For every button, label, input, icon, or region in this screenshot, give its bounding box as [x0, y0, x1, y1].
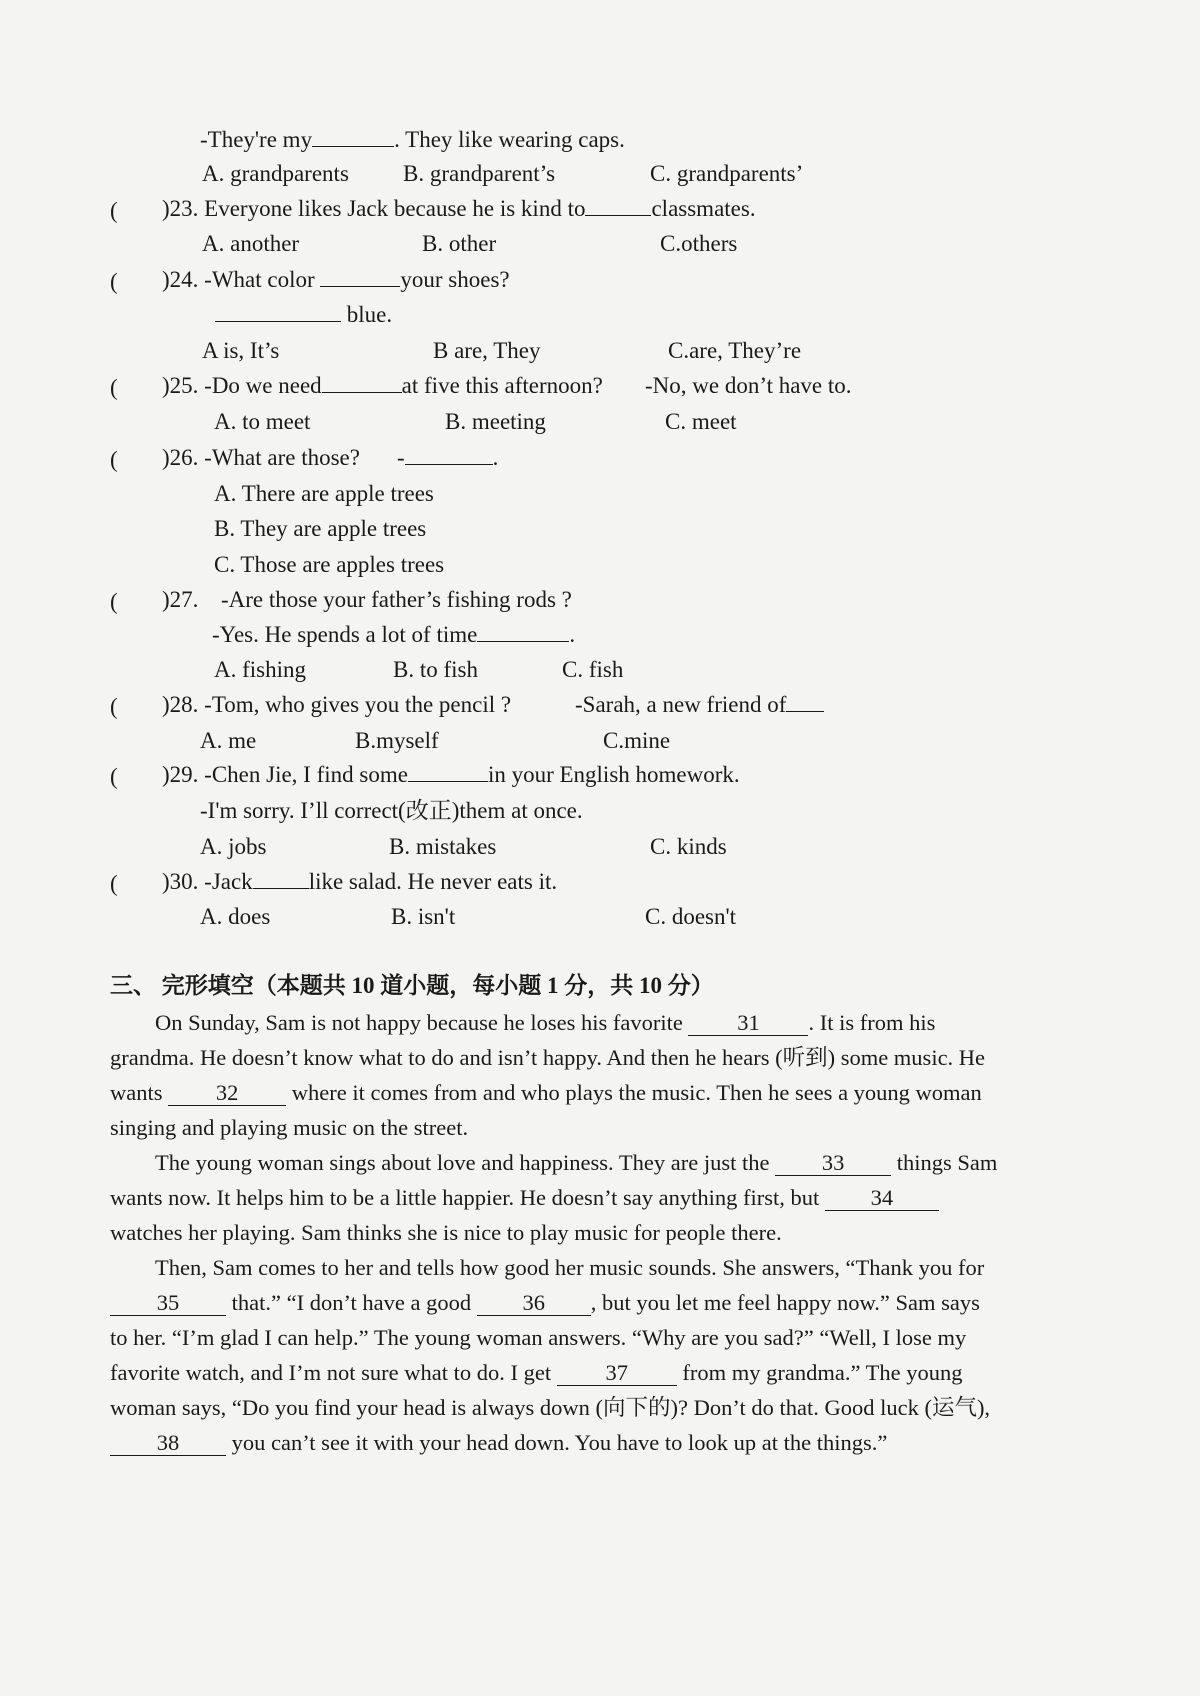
passage-line: woman says, “Do you find your head is always down (向下的)? Don’t do that. Good luck (运气), — [110, 1395, 991, 1420]
q27-number: )27. — [162, 587, 199, 612]
q26-option-b: B. They are apple trees — [214, 516, 427, 541]
q29-reply: -I'm sorry. I’ll correct(改正)them at once. — [200, 798, 583, 823]
passage-text: where it comes from and who plays the music. Then he sees a young woman — [291, 1080, 982, 1105]
passage-text: wants — [110, 1080, 163, 1105]
passage-line: grandma. He doesn’t know what to do and isn’t happy. And then he hears (听到) some music. He — [110, 1045, 986, 1070]
q22-option-c: C. grandparents’ — [650, 161, 804, 186]
q25-stem-post: at five this afternoon? — [401, 373, 603, 398]
q29-option-a: A. jobs — [200, 834, 267, 859]
answer-paren: ( — [110, 447, 118, 472]
passage-line — [155, 1148, 997, 1178]
blank-33: 33 — [775, 1151, 891, 1176]
q25-reply: -No, we don’t have to. — [645, 373, 852, 398]
answer-blank — [312, 126, 394, 147]
answer-blank — [253, 868, 309, 889]
question-26-stem — [162, 443, 360, 473]
q26-option-a: A. There are apple trees — [214, 481, 434, 506]
q28-option-c: C.mine — [603, 728, 671, 753]
q22-option-b: B. grandparent’s — [403, 161, 556, 186]
passage-text: favorite watch, and I’m not sure what to do. I get — [110, 1360, 552, 1385]
q24-answer-line — [215, 300, 392, 330]
question-25-stem — [162, 371, 603, 401]
passage-text: that.” “I don’t have a good — [231, 1290, 472, 1315]
q25-option-c: C. meet — [665, 409, 737, 434]
blank-37: 37 — [557, 1361, 677, 1386]
q27-reply-pre: -Yes. He spends a lot of time — [212, 622, 478, 647]
passage-text: . It is from his — [808, 1010, 936, 1035]
q22-stem-post: . They like wearing caps. — [394, 127, 625, 152]
q25-stem: )25. -Do we need — [162, 373, 322, 398]
q27-option-a: A. fishing — [214, 657, 306, 682]
q26-dash: - — [397, 445, 405, 470]
passage-text: from my grandma.” The young — [682, 1360, 963, 1385]
q24-option-c: C.are, They’re — [668, 338, 802, 363]
q28-reply-text: -Sarah, a new friend of — [575, 692, 787, 717]
passage-text: wants now. It helps him to be a little happier. He doesn’t say anything first, but — [110, 1185, 820, 1210]
q30-option-a: A. does — [200, 904, 271, 929]
q25-option-a: A. to meet — [214, 409, 311, 434]
q27-stem: -Are those your father’s fishing rods ? — [221, 587, 572, 612]
section-title: 三、 完形填空（本题共 10 道小题，每小题 1 分，共 10 分） — [110, 973, 714, 998]
passage-text: things Sam — [896, 1150, 998, 1175]
question-30-stem — [162, 867, 557, 897]
q30-option-b: B. isn't — [391, 904, 456, 929]
q23-option-a: A. another — [202, 231, 300, 256]
answer-paren: ( — [110, 764, 118, 789]
q23-stem-post: classmates. — [651, 196, 756, 221]
q24-stem: )24. -What color — [162, 267, 315, 292]
q22-option-a: A. grandparents — [202, 161, 349, 186]
question-24-stem — [162, 265, 510, 295]
q29-option-c: C. kinds — [650, 834, 727, 859]
passage-text: you can’t see it with your head down. You have to look up at the things.” — [231, 1430, 888, 1455]
answer-paren: ( — [110, 198, 118, 223]
passage-line — [110, 1078, 982, 1108]
passage-line — [110, 1183, 939, 1213]
answer-blank — [786, 691, 824, 712]
passage-line: to her. “I’m glad I can help.” The young woman answers. “Why are you sad?” “Well, I lose my — [110, 1325, 967, 1350]
q27-reply — [212, 620, 575, 650]
answer-blank — [477, 621, 569, 642]
q25-option-b: B. meeting — [445, 409, 546, 434]
q29-stem: )29. -Chen Jie, I find some — [162, 762, 408, 787]
answer-blank — [408, 761, 488, 782]
q26-reply-blank — [397, 443, 498, 473]
blank-32: 32 — [168, 1081, 286, 1106]
q27-option-c: C. fish — [562, 657, 624, 682]
q23-option-b: B. other — [422, 231, 497, 256]
answer-paren: ( — [110, 269, 118, 294]
q23-option-c: C.others — [660, 231, 738, 256]
answer-blank — [320, 266, 400, 287]
passage-line — [155, 1008, 935, 1038]
passage-text: The young woman sings about love and happiness. They are just the — [155, 1150, 770, 1175]
q28-option-b: B.myself — [355, 728, 439, 753]
passage-text: , but you let me feel happy now.” Sam says — [590, 1290, 980, 1315]
answer-blank — [585, 195, 651, 216]
answer-paren: ( — [110, 589, 118, 614]
q28-option-a: A. me — [200, 728, 257, 753]
q29-option-b: B. mistakes — [389, 834, 497, 859]
passage-line: Then, Sam comes to her and tells how good her music sounds. She answers, “Thank you for — [155, 1255, 985, 1280]
q22-stem-pre: -They're my — [200, 127, 313, 152]
q26-end: . — [492, 445, 499, 470]
q28-stem: )28. -Tom, who gives you the pencil ? — [162, 692, 512, 717]
blank-31: 31 — [688, 1011, 808, 1036]
answer-blank — [215, 301, 341, 322]
q30-stem-post: like salad. He never eats it. — [308, 869, 558, 894]
answer-blank — [322, 372, 402, 393]
blank-35: 35 — [110, 1291, 226, 1316]
q27-end: . — [569, 622, 576, 647]
q28-reply — [575, 690, 824, 720]
passage-line — [110, 1358, 963, 1388]
question-22-stem — [200, 125, 625, 155]
passage-line: singing and playing music on the street. — [110, 1115, 469, 1140]
q24-stem-post: your shoes? — [400, 267, 510, 292]
q26-option-c: C. Those are apples trees — [214, 552, 445, 577]
q30-option-c: C. doesn't — [645, 904, 737, 929]
passage-line: watches her playing. Sam thinks she is nice to play music for people there. — [110, 1220, 782, 1245]
q29-stem-post: in your English homework. — [487, 762, 740, 787]
q24-answer-post: blue. — [346, 302, 393, 327]
passage-line — [110, 1288, 980, 1318]
q24-option-a: A is, It’s — [202, 338, 280, 363]
q26-stem: )26. -What are those? — [162, 445, 360, 470]
passage-line — [110, 1428, 887, 1458]
answer-paren: ( — [110, 694, 118, 719]
q30-stem: )30. -Jack — [162, 869, 253, 894]
answer-blank — [405, 444, 493, 465]
question-29-stem — [162, 760, 740, 790]
blank-34: 34 — [825, 1186, 939, 1211]
blank-36: 36 — [477, 1291, 591, 1316]
q27-option-b: B. to fish — [393, 657, 478, 682]
answer-paren: ( — [110, 375, 118, 400]
q23-stem: )23. Everyone likes Jack because he is kind to — [162, 196, 586, 221]
question-23-stem — [162, 194, 756, 224]
q24-option-b: B are, They — [433, 338, 541, 363]
blank-38: 38 — [110, 1431, 226, 1456]
answer-paren: ( — [110, 871, 118, 896]
passage-text: On Sunday, Sam is not happy because he loses his favorite — [155, 1010, 683, 1035]
